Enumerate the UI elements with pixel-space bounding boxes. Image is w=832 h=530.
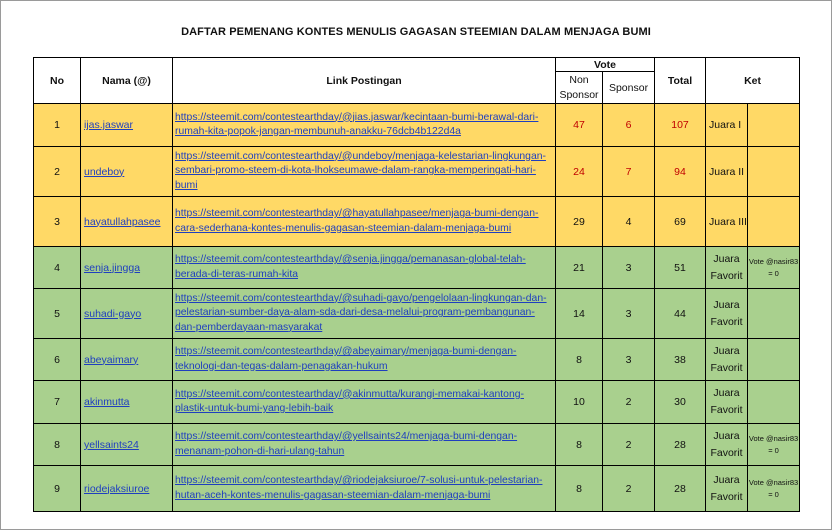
header-ket: Ket xyxy=(706,58,800,104)
winners-table xyxy=(33,57,800,512)
table-row xyxy=(34,339,800,381)
ket-note xyxy=(748,147,800,197)
table-row xyxy=(34,424,800,466)
sponsor-vote: 7 xyxy=(603,147,655,197)
row-no: 8 xyxy=(34,424,81,466)
table-row xyxy=(34,289,800,339)
table-row xyxy=(34,197,800,247)
non-sponsor-vote: 8 xyxy=(556,339,603,381)
ket-note xyxy=(748,289,800,339)
total-vote: 28 xyxy=(655,466,706,512)
sponsor-vote: 3 xyxy=(603,339,655,381)
row-no: 3 xyxy=(34,197,81,247)
table-row xyxy=(34,247,800,289)
total-vote: 30 xyxy=(655,381,706,424)
post-link[interactable]: https://steemit.com/contestearthday/@riodejaksiuroe/7-solusi-untuk-pelestarian-hutan-aceh-kontes-menulis-gagasan-steemian-dalam-menjaga-bumi xyxy=(173,466,556,512)
row-no: 1 xyxy=(34,104,81,147)
table-row xyxy=(34,147,800,197)
row-no: 6 xyxy=(34,339,81,381)
row-no: 2 xyxy=(34,147,81,197)
non-sponsor-vote: 8 xyxy=(556,424,603,466)
row-no: 5 xyxy=(34,289,81,339)
ket-note: Vote @nasir83 = 0 xyxy=(748,247,800,289)
ket-rank: Juara Favorit xyxy=(706,247,748,289)
participant-name-link[interactable]: akinmutta xyxy=(81,381,173,424)
total-vote: 94 xyxy=(655,147,706,197)
post-link[interactable]: https://steemit.com/contestearthday/@undeboy/menjaga-kelestarian-lingkungan-sembari-promo-steem-di-kota-lhokseumawe-dalam-rangka-memperingati-hari-bumi xyxy=(173,147,556,197)
row-no: 7 xyxy=(34,381,81,424)
table-row xyxy=(34,381,800,424)
sponsor-vote: 2 xyxy=(603,466,655,512)
ket-note: Vote @nasir83 = 0 xyxy=(748,466,800,512)
total-vote: 51 xyxy=(655,247,706,289)
header-link: Link Postingan xyxy=(173,58,556,104)
post-link[interactable]: https://steemit.com/contestearthday/@suhadi-gayo/pengelolaan-lingkungan-dan-pelestarian-sumber-daya-alam-sda-dari-desa-melalui-program-pembangunan-dan-pemberdayaan-masyarakat xyxy=(173,289,556,339)
total-vote: 28 xyxy=(655,424,706,466)
ket-rank: Juara Favorit xyxy=(706,339,748,381)
total-vote: 69 xyxy=(655,197,706,247)
participant-name-link[interactable]: suhadi-gayo xyxy=(81,289,173,339)
total-vote: 38 xyxy=(655,339,706,381)
ket-note xyxy=(748,381,800,424)
header-total: Total xyxy=(655,58,706,104)
ket-rank: Juara Favorit xyxy=(706,381,748,424)
sponsor-vote: 6 xyxy=(603,104,655,147)
sponsor-vote: 3 xyxy=(603,289,655,339)
non-sponsor-vote: 47 xyxy=(556,104,603,147)
ket-rank: Juara I xyxy=(706,104,748,147)
post-link[interactable]: https://steemit.com/contestearthday/@abeyaimary/menjaga-bumi-dengan-teknologi-dan-tegas-dalam-penagakan-hukum xyxy=(173,339,556,381)
participant-name-link[interactable]: ijas.jaswar xyxy=(81,104,173,147)
row-no: 4 xyxy=(34,247,81,289)
non-sponsor-vote: 29 xyxy=(556,197,603,247)
participant-name-link[interactable]: yellsaints24 xyxy=(81,424,173,466)
sponsor-vote: 2 xyxy=(603,424,655,466)
post-link[interactable]: https://steemit.com/contestearthday/@senja.jingga/pemanasan-global-telah-berada-di-teras-rumah-kita xyxy=(173,247,556,289)
row-no: 9 xyxy=(34,466,81,512)
ket-rank: Juara II xyxy=(706,147,748,197)
participant-name-link[interactable]: riodejaksiuroe xyxy=(81,466,173,512)
non-sponsor-vote: 10 xyxy=(556,381,603,424)
table-row xyxy=(34,104,800,147)
page-title: DAFTAR PEMENANG KONTES MENULIS GAGASAN STEEMIAN DALAM MENJAGA BUMI xyxy=(181,26,651,38)
post-link[interactable]: https://steemit.com/contestearthday/@yellsaints24/menjaga-bumi-dengan-menanam-pohon-di-hari-ulang-tahun xyxy=(173,424,556,466)
header-nama: Nama (@) xyxy=(81,58,173,104)
ket-rank: Juara Favorit xyxy=(706,424,748,466)
total-vote: 107 xyxy=(655,104,706,147)
sponsor-vote: 2 xyxy=(603,381,655,424)
non-sponsor-vote: 14 xyxy=(556,289,603,339)
ket-rank: Juara Favorit xyxy=(706,466,748,512)
sponsor-vote: 3 xyxy=(603,247,655,289)
total-vote: 44 xyxy=(655,289,706,339)
ket-rank: Juara Favorit xyxy=(706,289,748,339)
header-sponsor: Sponsor xyxy=(603,72,655,104)
header-no: No xyxy=(34,58,81,104)
post-link[interactable]: https://steemit.com/contestearthday/@jias.jaswar/kecintaan-bumi-berawal-dari-rumah-kita-popok-jangan-membunuh-anakku-76dcb4b122d4a xyxy=(173,104,556,147)
ket-note xyxy=(748,104,800,147)
non-sponsor-vote: 21 xyxy=(556,247,603,289)
post-link[interactable]: https://steemit.com/contestearthday/@hayatullahpasee/menjaga-bumi-dengan-cara-sederhana-kontes-menulis-gagasan-steemian-dalam-menjaga-bumi xyxy=(173,197,556,247)
participant-name-link[interactable]: hayatullahpasee xyxy=(81,197,173,247)
non-sponsor-vote: 8 xyxy=(556,466,603,512)
non-sponsor-vote: 24 xyxy=(556,147,603,197)
post-link[interactable]: https://steemit.com/contestearthday/@akinmutta/kurangi-memakai-kantong-plastik-untuk-bumi-yang-lebih-baik xyxy=(173,381,556,424)
ket-note: Vote @nasir83 = 0 xyxy=(748,424,800,466)
participant-name-link[interactable]: senja.jingga xyxy=(81,247,173,289)
participant-name-link[interactable]: abeyaimary xyxy=(81,339,173,381)
table-row xyxy=(34,466,800,512)
participant-name-link[interactable]: undeboy xyxy=(81,147,173,197)
ket-note xyxy=(748,339,800,381)
ket-note xyxy=(748,197,800,247)
sponsor-vote: 4 xyxy=(603,197,655,247)
ket-rank: Juara III xyxy=(706,197,748,247)
header-non-sponsor: Non Sponsor xyxy=(556,72,603,104)
header-vote: Vote xyxy=(556,58,655,72)
